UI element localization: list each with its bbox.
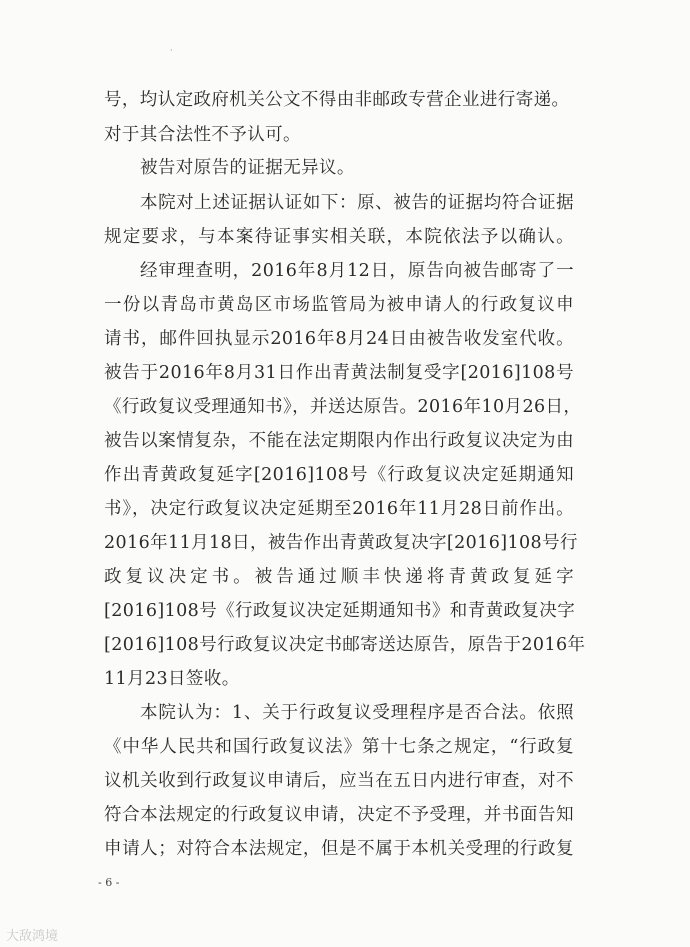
text-line: 对于其合法性不予认可。 [104, 125, 301, 145]
text-line: 本院认为：1、关于行政复议受理程序是否合法。依照 [140, 703, 574, 723]
scan-speck: · [170, 46, 173, 55]
watermark: 大敌鸿境 [6, 929, 59, 944]
text-line: 11月23日签收。 [104, 669, 240, 689]
text-line: 申请人；对符合本法规定，但是不属于本机关受理的行政复 [104, 839, 574, 859]
text-line: 2016年11月18日，被告作出青黄政复决字[2016]108号行 [104, 533, 578, 553]
text-line: 规定要求，与本案待证事实相关联，本院依法予以确认。 [104, 227, 574, 247]
text-line: 作出青黄政复延字[2016]108号《行政复议决定延期通知 [104, 465, 574, 485]
text-line: 《中华人民共和国行政复议法》第十七条之规定，“行政复 [104, 737, 574, 757]
text-line: 《行政复议受理通知书》，并送达原告。2016年10月26日， [104, 397, 582, 417]
text-line: 政复议决定书。被告通过顺丰快递将青黄政复延字 [104, 567, 574, 587]
text-line: [2016]108号行政复议决定书邮寄送达原告，原告于2016年 [104, 635, 586, 655]
text-line: 经审理查明，2016年8月12日，原告向被告邮寄了一 [140, 261, 574, 281]
page-number: - 6 - [98, 876, 120, 889]
text-line: 一份以青岛市黄岛区市场监管局为被申请人的行政复议申 [104, 295, 574, 315]
text-line: 被告对原告的证据无异议。 [140, 158, 355, 178]
text-line: [2016]108号《行政复议决定延期通知书》和青黄政复决字 [104, 601, 576, 621]
text-line: 号，均认定政府机关公文不得由非邮政专营企业进行寄递。 [104, 90, 570, 110]
text-line: 议机关收到行政复议申请后，应当在五日内进行审查，对不 [104, 771, 574, 791]
text-line: 本院对上述证据认证如下：原、被告的证据均符合证据 [140, 193, 574, 213]
text-line: 被告以案情复杂，不能在法定期限内作出行政复议决定为由 [104, 431, 574, 451]
text-line: 被告于2016年8月31日作出青黄法制复受字[2016]108号 [104, 363, 574, 383]
text-line: 符合本法规定的行政复议申请，决定不予受理，并书面告知 [104, 805, 574, 825]
text-line: 请书，邮件回执显示2016年8月24日由被告收发室代收。 [104, 329, 574, 349]
text-line: 书》，决定行政复议决定延期至2016年11月28日前作出。 [104, 499, 574, 519]
